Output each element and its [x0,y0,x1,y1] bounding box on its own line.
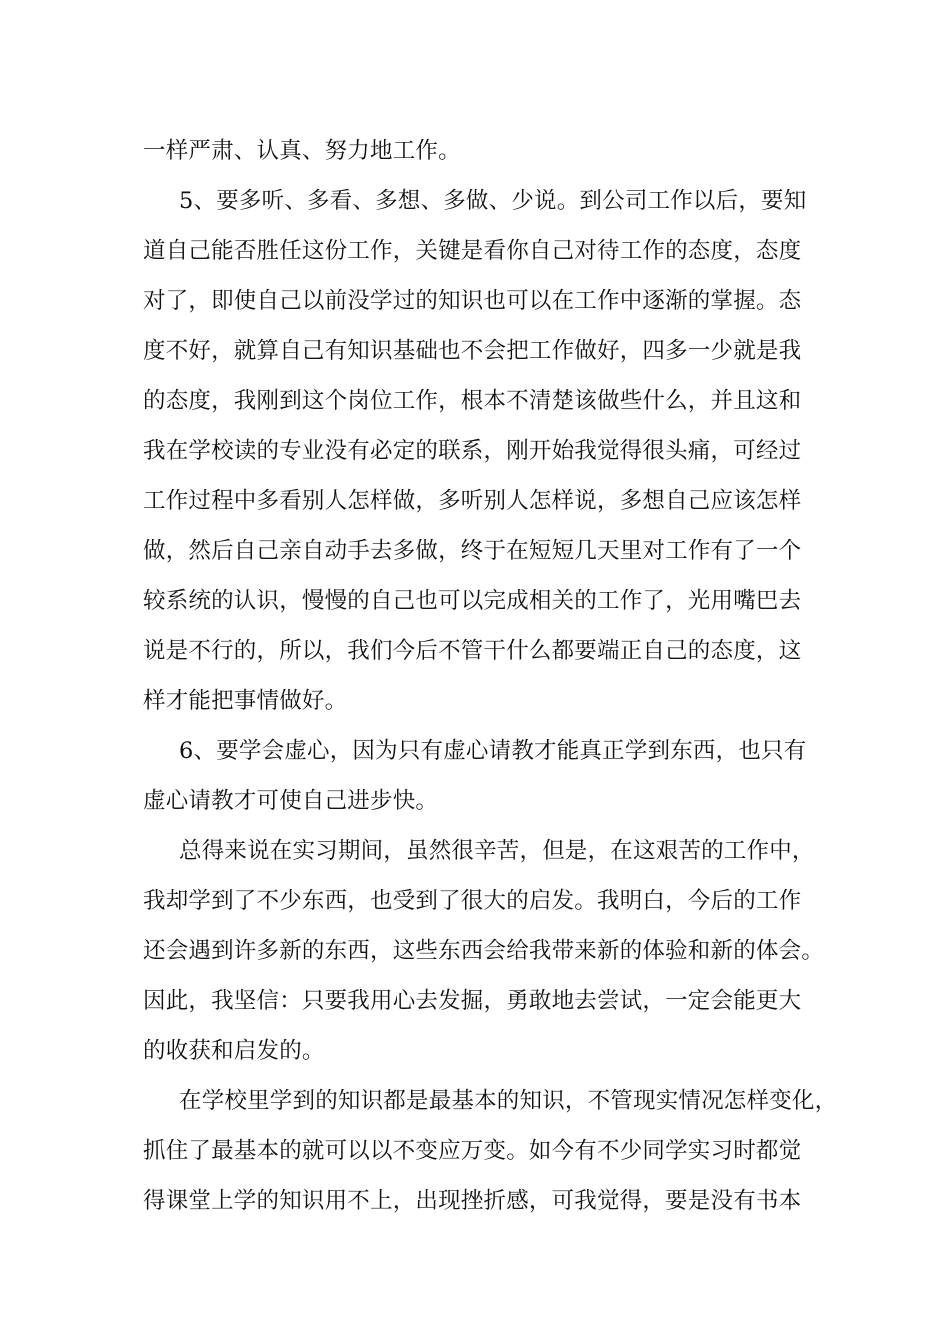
text-line: 较系统的认识，慢慢的自己也可以完成相关的工作了，光用嘴巴去 [143,588,802,614]
text-line: 说是不行的，所以，我们今后不管干什么都要端正自己的态度，这 [143,638,802,664]
text-line: 一样严肃、认真、努力地工作。 [143,138,461,164]
text-line: 度不好，就算自己有知识基础也不会把工作做好，四多一少就是我 [143,338,802,364]
text-line: 6、要学会虚心，因为只有虚心请教才能真正学到东西，也只有 [179,738,807,764]
text-line: 因此，我坚信：只要我用心去发掘，勇敢地去尝试，一定会能更大 [143,988,802,1014]
text-line: 工作过程中多看别人怎样做，多听别人怎样说，多想自己应该怎样 [143,488,802,514]
text-line: 总得来说在实习期间，虽然很辛苦，但是，在这艰苦的工作中， [179,838,815,864]
text-line: 我在学校读的专业没有必定的联系，刚开始我觉得很头痛，可经过 [143,438,802,464]
text-line: 样才能把事情做好。 [143,688,348,714]
text-line: 得课堂上学的知识用不上，出现挫折感，可我觉得，要是没有书本 [143,1188,802,1214]
text-line: 对了，即使自己以前没学过的知识也可以在工作中逐渐的掌握。态 [143,288,802,314]
text-line: 5、要多听、多看、多想、多做、少说。到公司工作以后，要知 [179,188,807,214]
text-line: 还会遇到许多新的东西，这些东西会给我带来新的体验和新的体会。 [143,938,825,964]
text-line: 做，然后自己亲自动手去多做，终于在短短几天里对工作有了一个 [143,538,802,564]
text-line: 的态度，我刚到这个岗位工作，根本不清楚该做些什么，并且这和 [143,388,802,414]
text-line: 在学校里学到的知识都是最基本的知识，不管现实情况怎样变化， [179,1088,838,1114]
text-line: 抓住了最基本的就可以以不变应万变。如今有不少同学实习时都觉 [143,1138,802,1164]
text-line: 道自己能否胜任这份工作，关键是看你自己对待工作的态度，态度 [143,238,802,264]
text-line: 我却学到了不少东西，也受到了很大的启发。我明白，今后的工作 [143,888,802,914]
text-line: 的收获和启发的。 [143,1038,325,1064]
text-line: 虚心请教才可使自己进步快。 [143,788,439,814]
document-body [143,133,838,1233]
